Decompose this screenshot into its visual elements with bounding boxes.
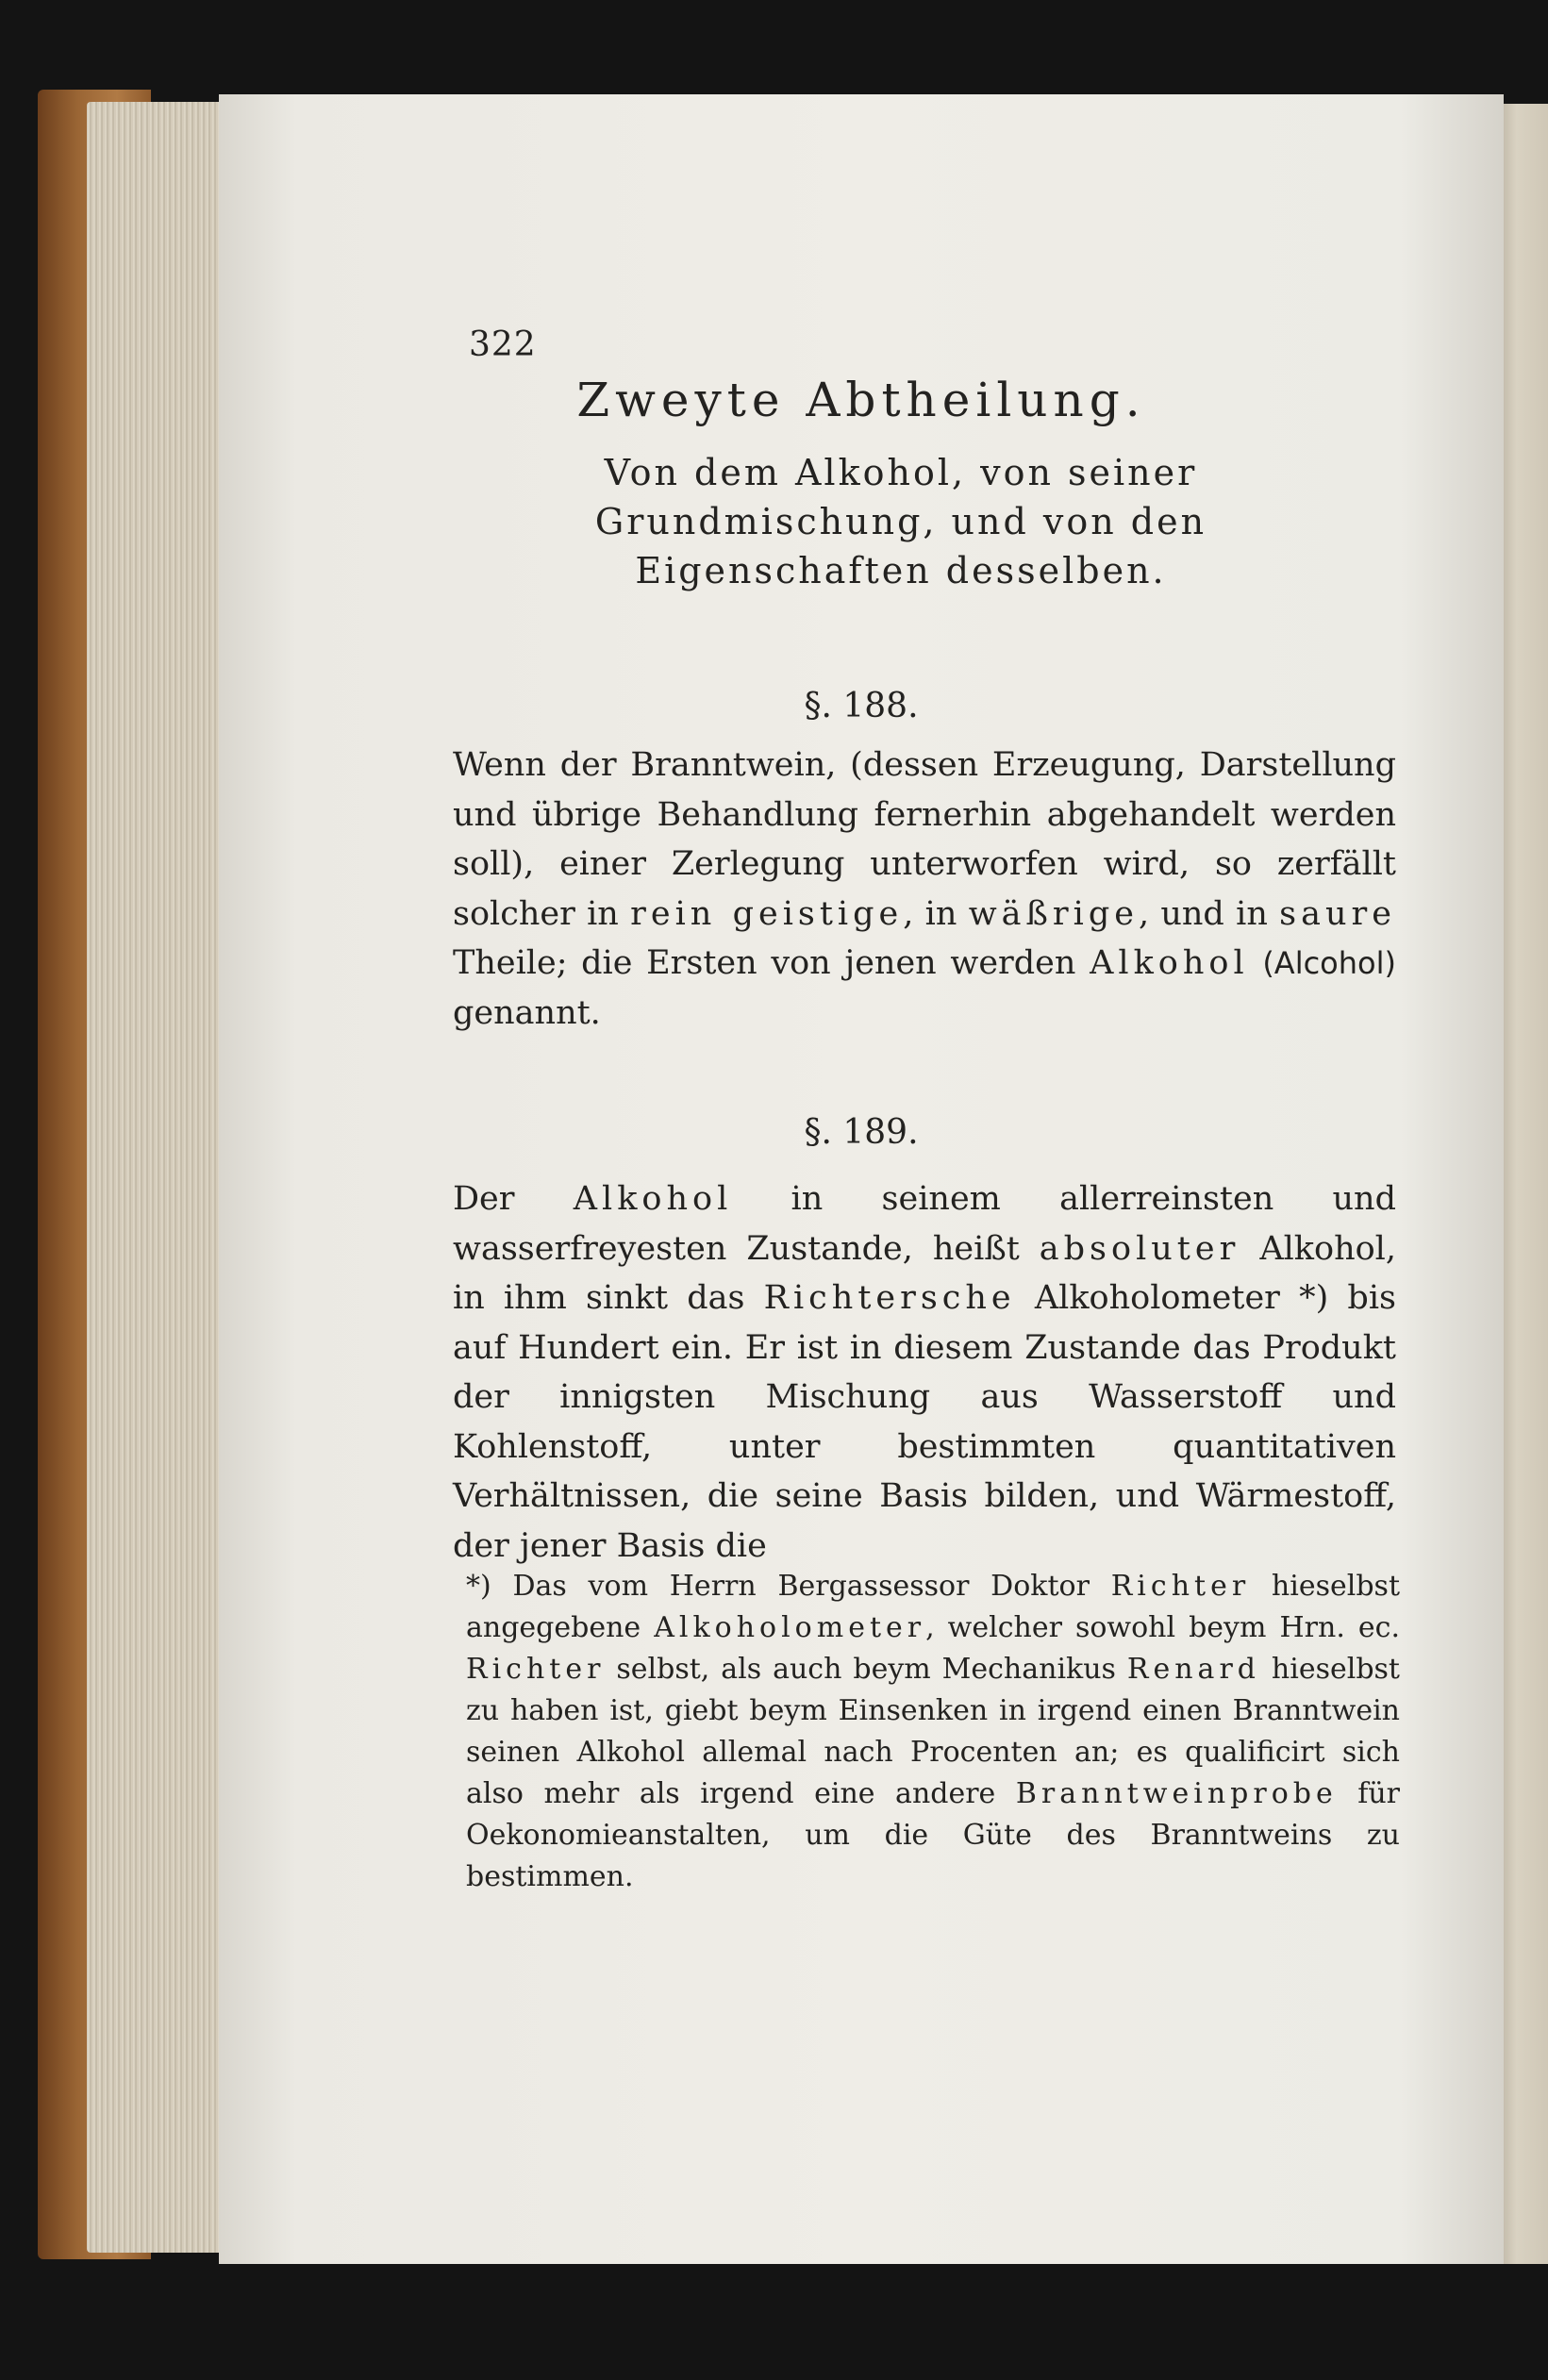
paragraph [453,741,1396,1038]
chapter-subheading: Von dem Alkohol, von seiner Grundmischung, und von den Eigenschaften desselben. [594,452,1207,591]
text-run: , welcher sowohl beym Hrn. ec. [925,1611,1400,1644]
text-run: Der [453,1180,574,1218]
emphasis: Alkoholometer [654,1611,926,1644]
emphasis: Alkohol [573,1180,733,1218]
text-run [1249,944,1263,982]
text-run: hieselbst angegebene [466,1570,1401,1644]
emphasis: rein geistige [630,894,904,933]
page-number: 322 [469,325,537,364]
text-run: , in [903,894,969,933]
text-run: genannt. [453,993,601,1032]
paragraph [453,1174,1396,1571]
section-label: §. 189. [804,1113,919,1152]
latin-term: (Alcohol) [1262,945,1396,981]
text-run: , und in [1138,894,1280,933]
emphasis: Branntweinprobe [1015,1777,1338,1810]
book-page [219,94,1504,2264]
emphasis: Alkohol [1090,944,1249,982]
text-run: *) Das vom Herrn Bergassessor Doktor [466,1570,1111,1603]
text-run: für Oekonomieanstalten, um die Güte des Branntweins zu bestimmen. [466,1777,1400,1893]
chapter-heading: Zweyte Abtheilung. [576,373,1146,427]
section-label: §. 188. [804,687,919,725]
text-run: Wenn der Branntwein, (dessen Erzeugung, Darstellung und übrige Behandlung fernerhin abgehandelt werden soll), einer Zerlegung unterworfen wird, so zerfällt solcher in [453,746,1396,933]
emphasis: wäßrige [968,894,1139,933]
footnote [466,1566,1400,1898]
text-run: hieselbst zu haben ist, giebt beym Einsenken in irgend einen Branntwein seinen Alkohol allemal nach Procenten an; es qualificirt sich also mehr als irgend eine andere [466,1653,1400,1810]
text-run: Alkohol, in ihm sinkt das [453,1229,1396,1317]
text-run: Alkoholometer *) bis auf Hundert ein. Er ist in diesem Zustande das Produkt der innigsten Mischung aus Wasserstoff und Kohlenstoff, unter bestimmten quantitativen Verhältnissen, die seine Basis bilden, und Wärmestoff, der jener Basis die [453,1279,1396,1565]
text-run: Theile; die Ersten von jenen werden [453,944,1090,982]
text-run: in seinem allerreinsten und wasserfreyesten Zustande, heißt [453,1180,1396,1268]
emphasis: Renard [1126,1653,1260,1686]
page-edges [87,102,228,2253]
emphasis: Richter [1110,1570,1251,1603]
emphasis: saure [1279,894,1396,933]
emphasis: Richter [466,1653,606,1686]
emphasis: Richtersche [763,1279,1016,1317]
emphasis: absoluter [1039,1229,1240,1268]
text-run: selbst, als auch beym Mechanikus [605,1653,1127,1686]
